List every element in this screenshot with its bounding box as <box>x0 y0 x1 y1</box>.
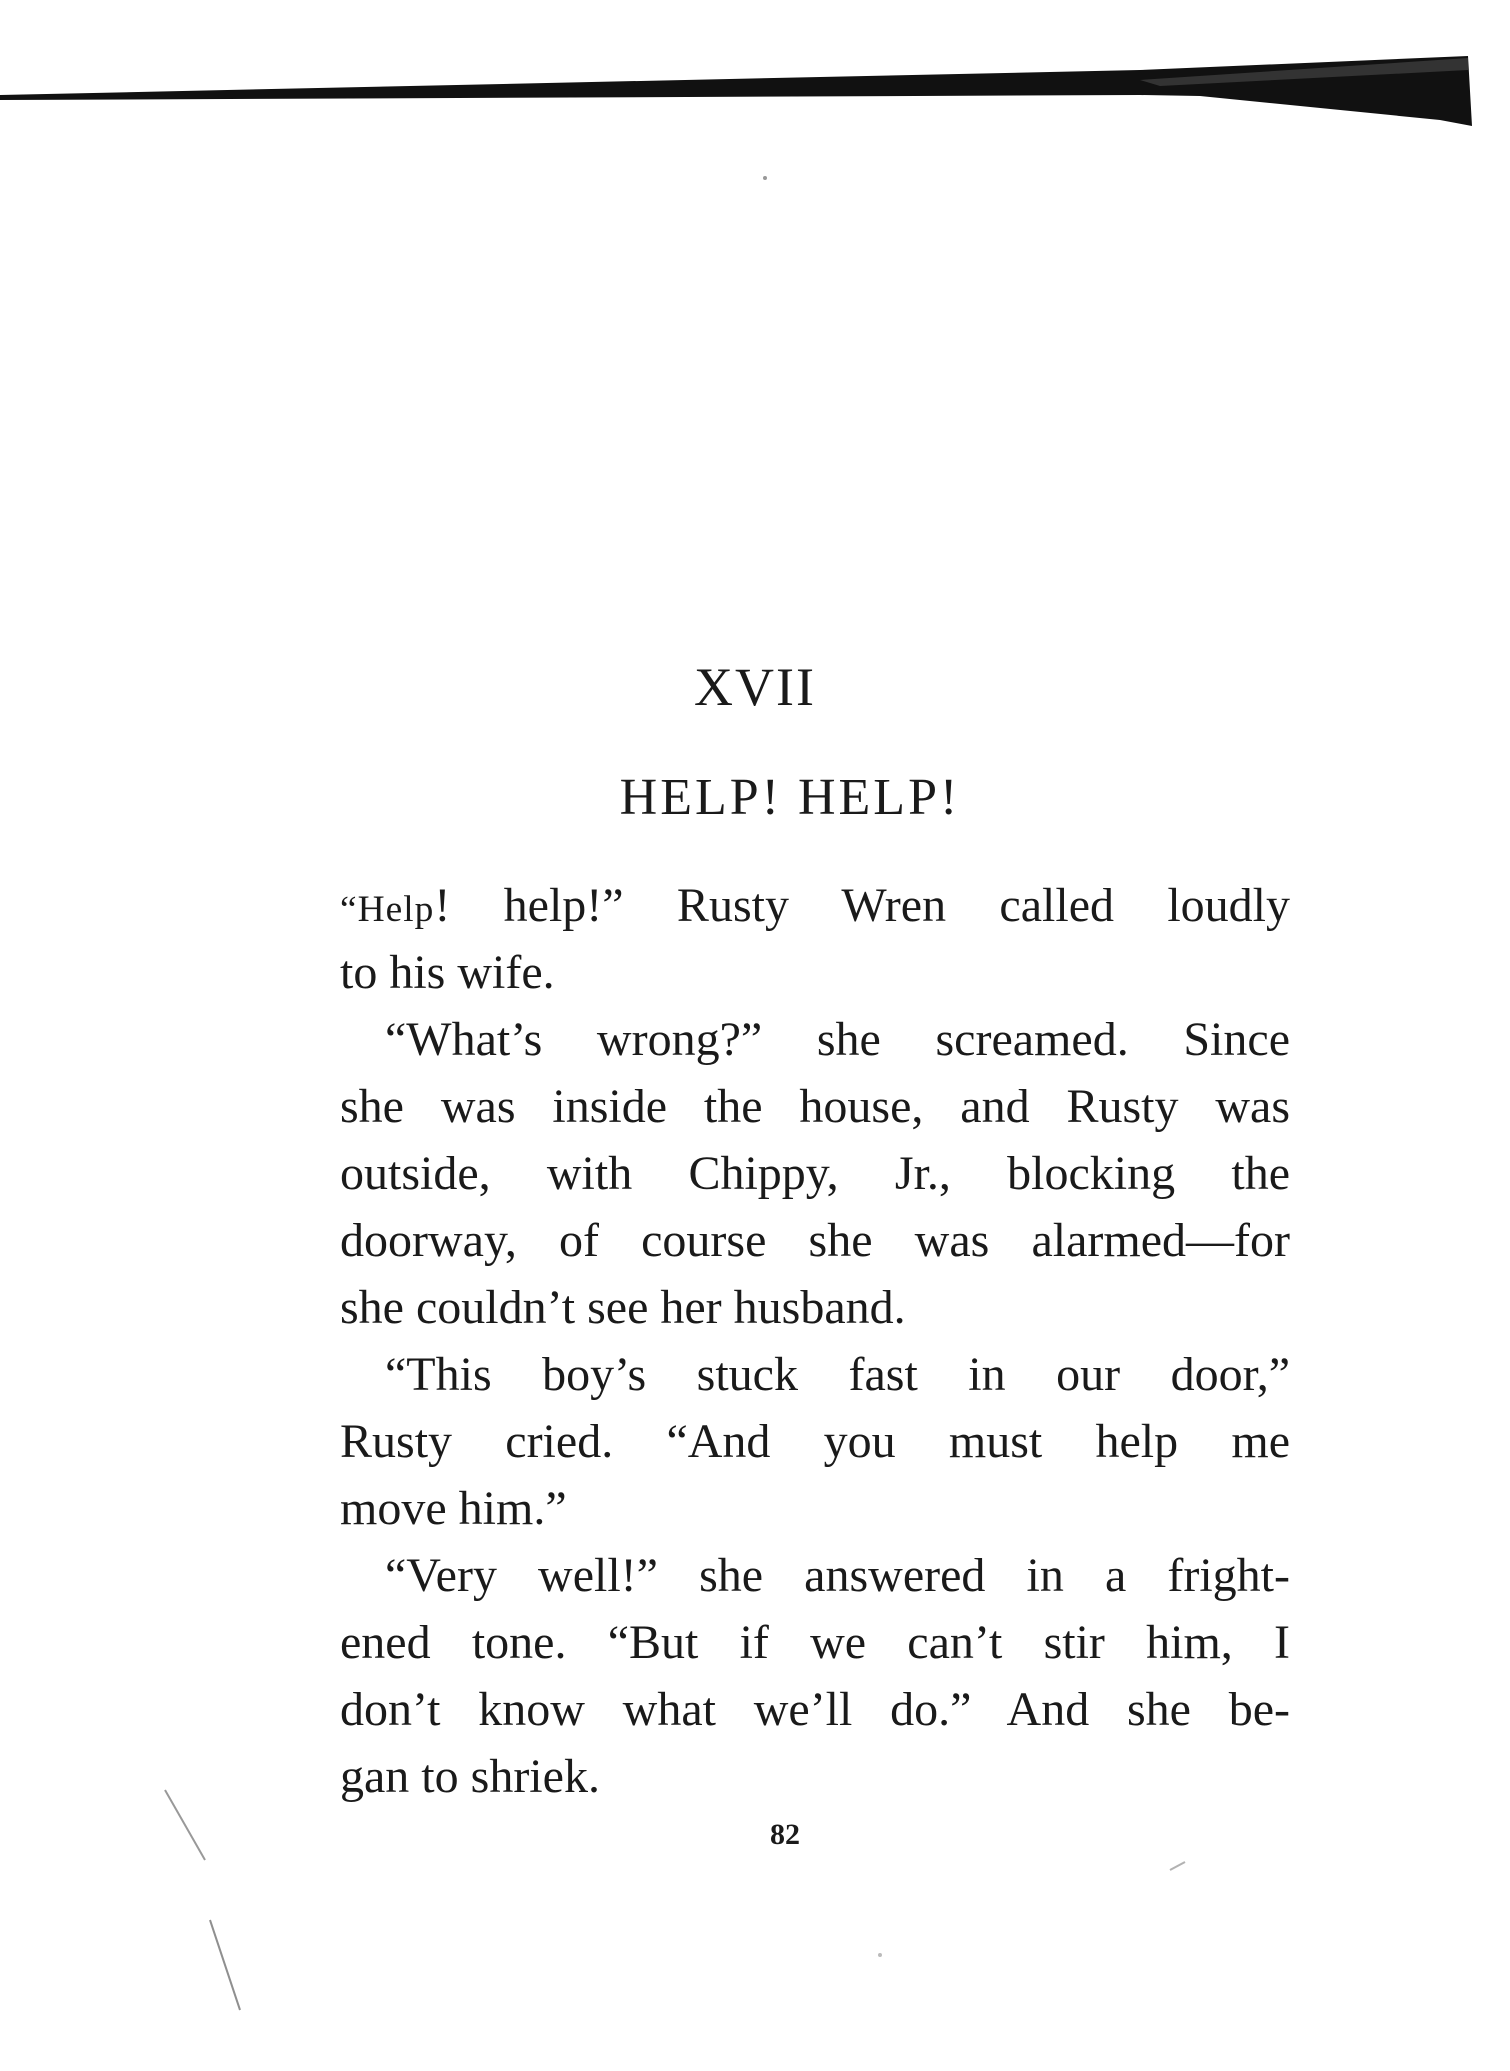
text-line: Rusty cried. “And you must help me <box>340 1415 1290 1468</box>
text-line: ened tone. “But if we can’t stir him, I <box>340 1616 1290 1669</box>
text-line: gan to shriek. <box>340 1750 600 1803</box>
text-line: “What’s wrong?” she screamed. Since <box>385 1013 1290 1066</box>
text-line: outside, with Chippy, Jr., blocking the <box>340 1147 1290 1200</box>
chapter-body <box>340 872 1290 1810</box>
text-line: “This boy’s stuck fast in our door,” <box>385 1348 1290 1401</box>
text-line: doorway, of course she was alarmed—for <box>340 1214 1290 1267</box>
text-line: move him.” <box>340 1482 567 1535</box>
text-line: don’t know what we’ll do.” And she be- <box>340 1683 1290 1736</box>
top-border-rule <box>0 40 1510 140</box>
chapter-number: XVII <box>694 657 816 717</box>
text-line: to his wife. <box>340 946 555 999</box>
page-number: 82 <box>770 1818 800 1851</box>
text-line: she couldn’t see her husband. <box>340 1281 906 1334</box>
small-caps-word: “Help <box>340 889 435 930</box>
chapter-title: HELP! HELP! <box>619 769 961 826</box>
text-line <box>340 872 1290 939</box>
text-line: she was inside the house, and Rusty was <box>340 1080 1290 1133</box>
text-line: “Very well!” she answered in a fright- <box>385 1549 1290 1602</box>
line-text: ! help!” Rusty Wren called loudly <box>434 879 1290 932</box>
